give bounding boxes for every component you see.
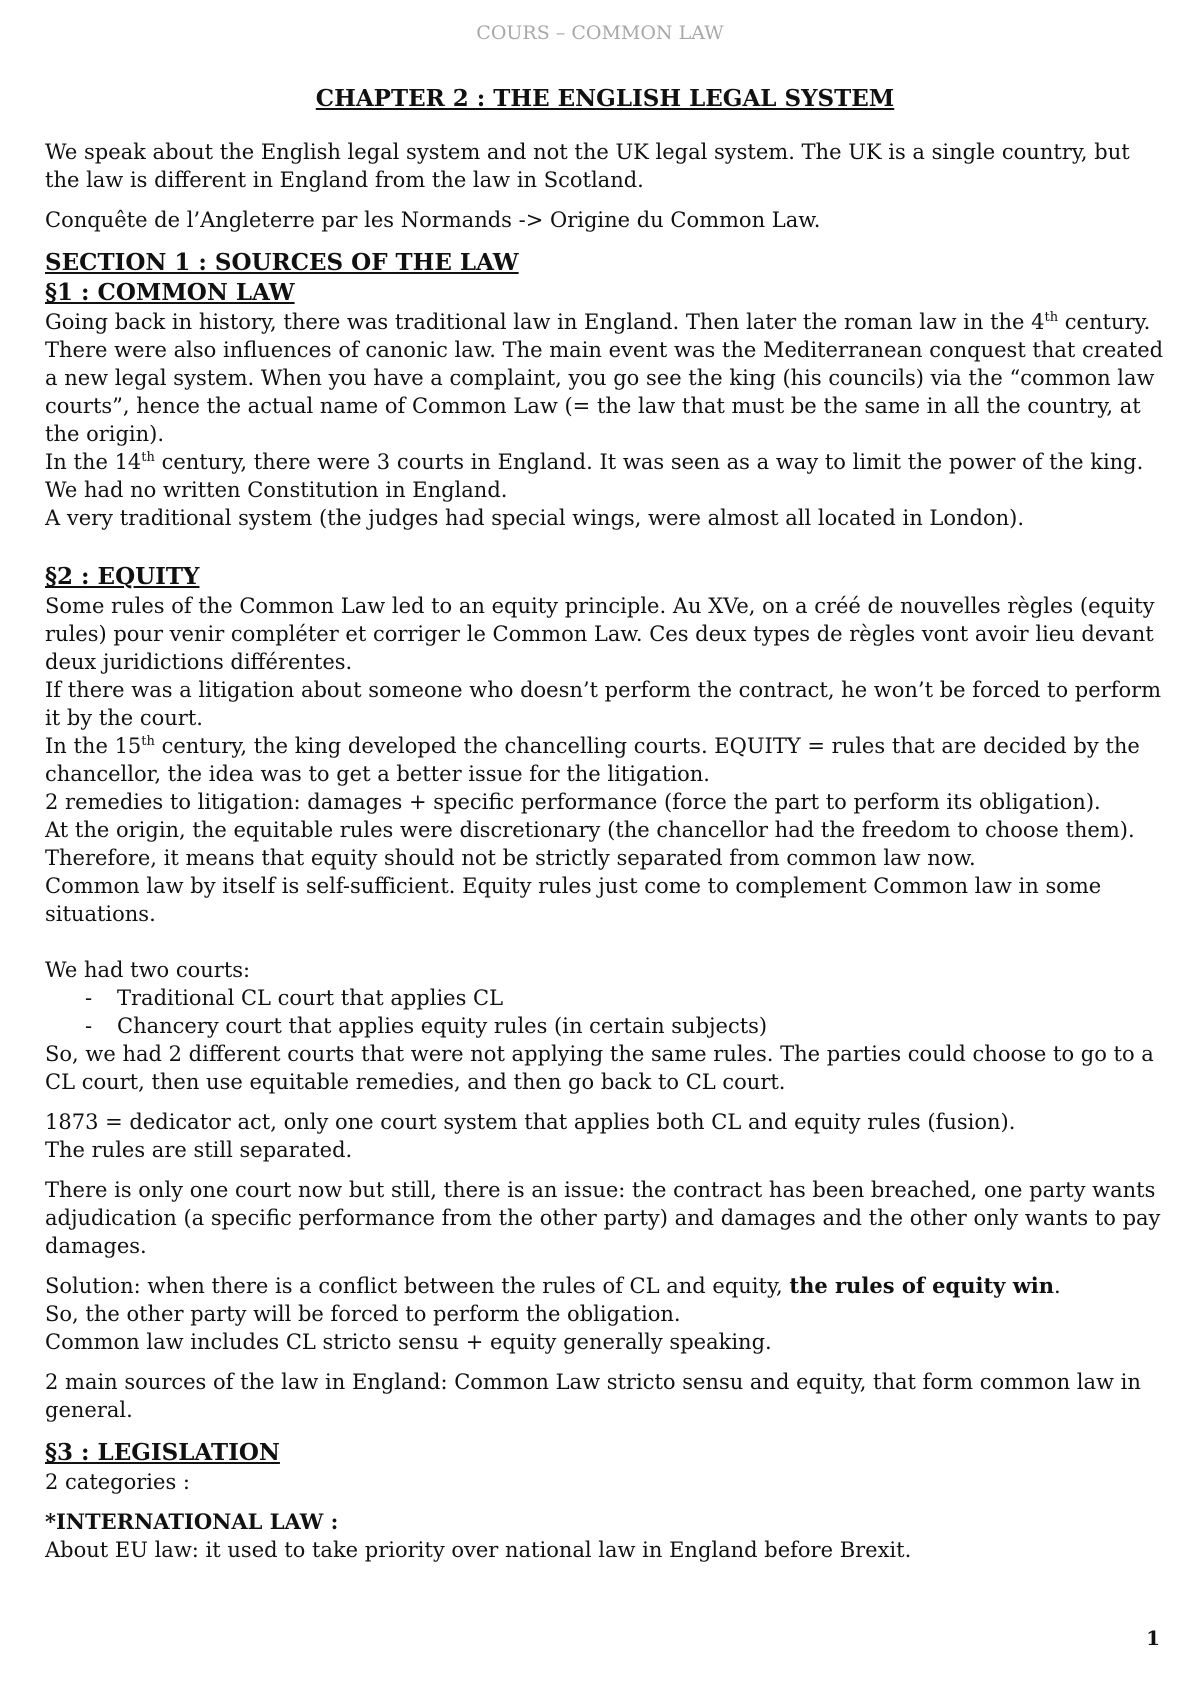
subsection-title-equity: §2 : EQUITY: [45, 563, 200, 590]
paragraph: 1873 = dedicator act, only one court system that applies both CL and equity rules (fusion).: [45, 1110, 1016, 1134]
running-header: COURS – COMMON LAW: [476, 22, 724, 44]
paragraph: So, the other party will be forced to perform the obligation.: [45, 1302, 681, 1326]
paragraph: In the 14th century, there were 3 courts in England. It was seen as a way to limit the power of the king.: [45, 450, 1144, 474]
paragraph: Some rules of the Common Law led to an equity principle. Au XVe, on a créé de nouvelles règles (equity rules) pour venir compléter et corriger le Common Law. Ces deux types de règles vont avoir lieu devant deux juridictions différentes.: [45, 594, 1155, 674]
paragraph: 2 main sources of the law in England: Common Law stricto sensu and equity, that form common law in general.: [45, 1370, 1141, 1422]
page-number: 1: [1146, 1626, 1160, 1650]
international-law-heading: *INTERNATIONAL LAW :: [45, 1509, 339, 1534]
paragraph: Solution: when there is a conflict between the rules of CL and equity, the rules of equity win.: [45, 1273, 1061, 1298]
subsection-title-common-law: §1 : COMMON LAW: [45, 279, 295, 306]
intro-paragraph: We speak about the English legal system and not the UK legal system. The UK is a single country, but the law is different in England from the law in Scotland.: [45, 140, 1130, 192]
section-title: SECTION 1 : SOURCES OF THE LAW: [45, 249, 519, 276]
paragraph: There is only one court now but still, there is an issue: the contract has been breached, one party wants adjudication (a specific performance from the other party) and damages and the other only wants to pay damages.: [45, 1178, 1161, 1258]
paragraph: Common law by itself is self-sufficient. Equity rules just come to complement Common law in some situations.: [45, 874, 1102, 926]
list-item: - Traditional CL court that applies CL: [85, 984, 1165, 1012]
paragraph: At the origin, the equitable rules were discretionary (the chancellor had the freedom to choose them).: [45, 818, 1135, 842]
paragraph: If there was a litigation about someone who doesn’t perform the contract, he won’t be forced to perform it by the court.: [45, 678, 1162, 730]
paragraph: 2 remedies to litigation: damages + specific performance (force the part to perform its obligation).: [45, 790, 1101, 814]
list-item: - Chancery court that applies equity rules (in certain subjects): [85, 1012, 1165, 1040]
subsection-title-legislation: §3 : LEGISLATION: [45, 1439, 280, 1466]
paragraph: We had no written Constitution in England.: [45, 478, 508, 502]
paragraph: Common law includes CL stricto sensu + equity generally speaking.: [45, 1330, 772, 1354]
paragraph: We had two courts:: [45, 958, 251, 982]
intro-paragraph: Conquête de l’Angleterre par les Normands -> Origine du Common Law.: [45, 208, 821, 232]
courts-list: [45, 984, 1165, 1040]
paragraph: In the 15th century, the king developed the chancelling courts. EQUITY = rules that are decided by the chancellor, the idea was to get a better issue for the litigation.: [45, 734, 1140, 786]
document-body: [45, 84, 1165, 1564]
chapter-title: CHAPTER 2 : THE ENGLISH LEGAL SYSTEM: [315, 85, 895, 112]
paragraph: About EU law: it used to take priority over national law in England before Brexit.: [45, 1538, 912, 1562]
paragraph: Going back in history, there was traditional law in England. Then later the roman law in the 4th century. There were also influences of canonic law. The main event was the Mediterranean conquest that created a new legal system. When you have a complaint, you go see the king (his councils) via the “common law courts”, hence the actual name of Common Law (= the law that must be the same in all the country, at the origin).: [45, 310, 1164, 446]
paragraph: The rules are still separated.: [45, 1138, 353, 1162]
paragraph: So, we had 2 different courts that were not applying the same rules. The parties could choose to go to a CL court, then use equitable remedies, and then go back to CL court.: [45, 1042, 1154, 1094]
paragraph: Therefore, it means that equity should not be strictly separated from common law now.: [45, 846, 976, 870]
paragraph: A very traditional system (the judges had special wings, were almost all located in London).: [45, 506, 1025, 530]
paragraph: 2 categories :: [45, 1470, 190, 1494]
